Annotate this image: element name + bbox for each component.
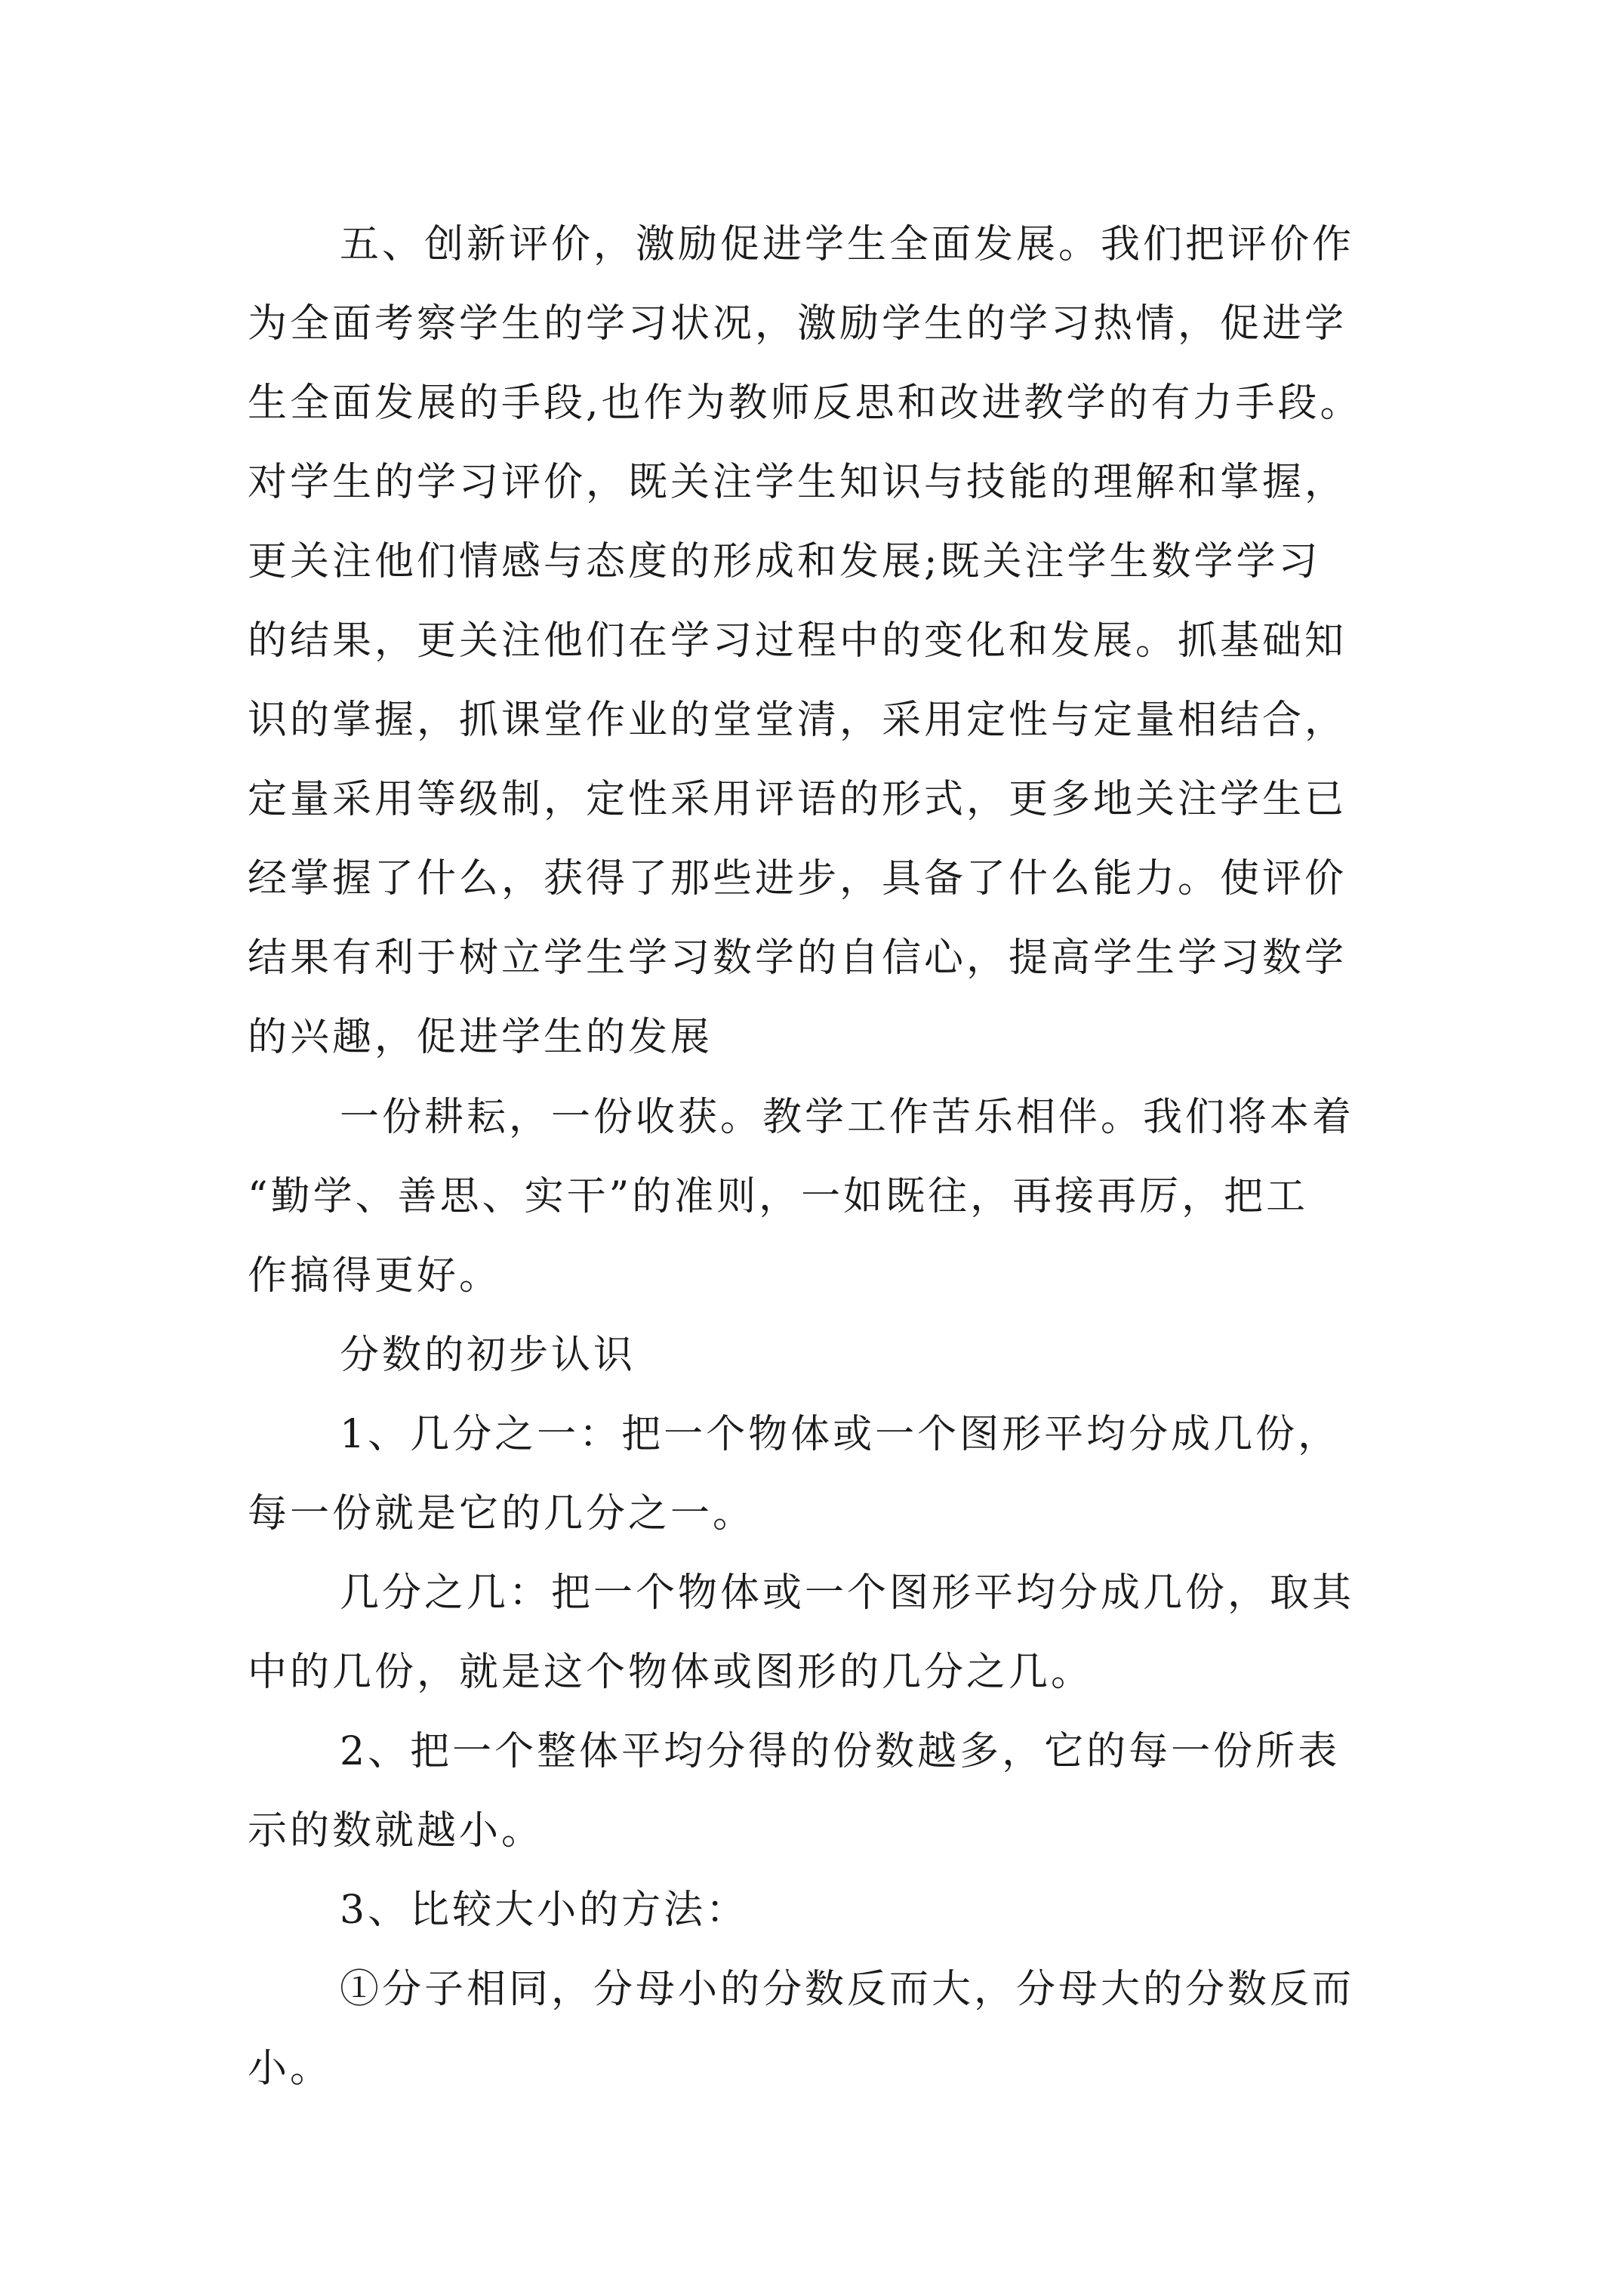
text-line: 示的数就越小。 xyxy=(248,1808,544,1854)
text-line: 更关注他们情感与态度的形成和发展;既关注学生数学学习 xyxy=(248,539,1321,584)
text-line: 每一份就是它的几分之一。 xyxy=(248,1491,756,1536)
text-line: 小。 xyxy=(248,2046,333,2091)
section-heading: 分数的初步认识 xyxy=(340,1333,636,1378)
text-line: 中的几份，就是这个物体或图形的几分之几。 xyxy=(248,1650,1094,1695)
text-line: 识的掌握，抓课堂作业的堂堂清，采用定性与定量相结合， xyxy=(248,698,1347,743)
text-line: 作搞得更好。 xyxy=(248,1253,502,1299)
text-line: 几分之几：把一个物体或一个图形平均分成几份，取其 xyxy=(340,1570,1355,1616)
text-line: 1、几分之一：把一个物体或一个图形平均分成几份， xyxy=(340,1412,1341,1457)
text-line: 对学生的学习评价，既关注学生知识与技能的理解和掌握， xyxy=(248,460,1347,505)
text-line: 的结果，更关注他们在学习过程中的变化和发展。抓基础知 xyxy=(248,618,1347,664)
text-line: 五、创新评价，激励促进学生全面发展。我们把评价作 xyxy=(340,222,1355,267)
text-line: 结果有利于树立学生学习数学的自信心，提高学生学习数学 xyxy=(248,935,1347,981)
text-line: 经掌握了什么，获得了那些进步，具备了什么能力。使评价 xyxy=(248,856,1347,901)
text-line: ①分子相同，分母小的分数反而大，分母大的分数反而 xyxy=(340,1967,1355,2012)
text-line: 生全面发展的手段,也作为教师反思和改进教学的有力手段。 xyxy=(248,381,1363,426)
text-line: 一份耕耘，一份收获。教学工作苦乐相伴。我们将本着 xyxy=(340,1095,1355,1140)
text-line: 3、比较大小的方法： xyxy=(340,1888,749,1933)
text-line: 为全面考察学生的学习状况，激励学生的学习热情，促进学 xyxy=(248,301,1347,347)
text-line: 定量采用等级制，定性采用评语的形式，更多地关注学生已 xyxy=(248,777,1347,822)
text-line: 2、把一个整体平均分得的份数越多，它的每一份所表 xyxy=(340,1729,1341,1774)
text-line: “勤学、善思、实干”的准则，一如既往，再接再厉，把工 xyxy=(248,1174,1309,1219)
text-line: 的兴趣，促进学生的发展 xyxy=(248,1015,713,1060)
